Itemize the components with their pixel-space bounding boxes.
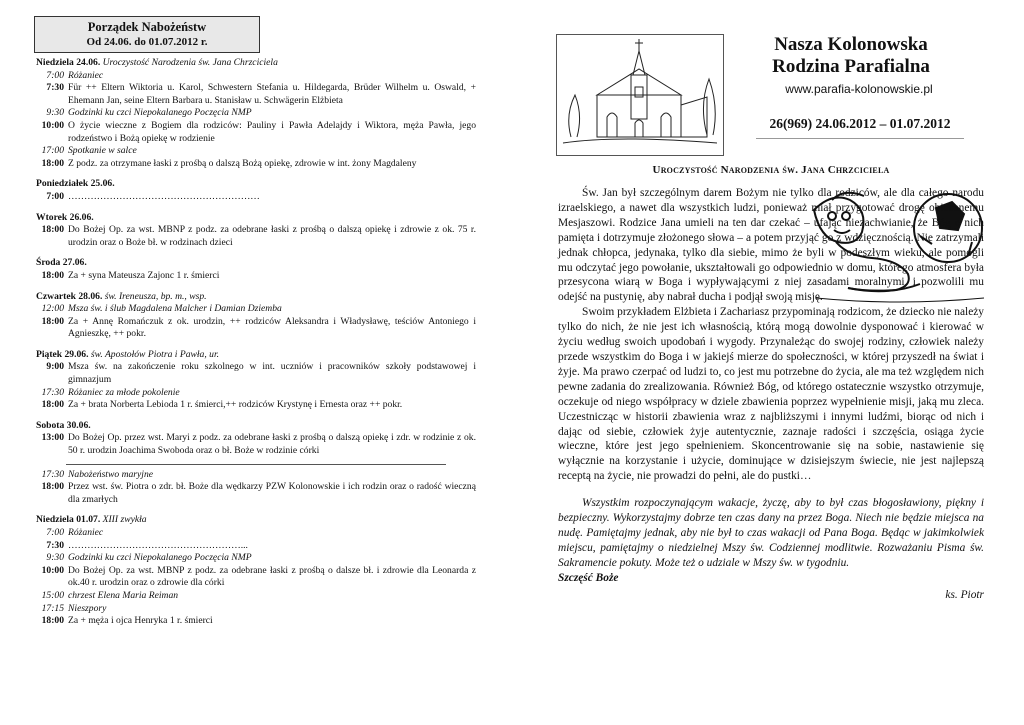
schedule-entry (36, 540, 476, 553)
entry-time: 18:00 (41, 481, 64, 493)
entry-intention: Nabożeństwo maryjne (68, 468, 154, 480)
entry-intention: Nieszpory (68, 602, 107, 614)
schedule-entry (36, 565, 476, 590)
article-heading: Uroczystość Narodzenia św. Jana Chrzciciela (652, 164, 890, 176)
day-heading (36, 178, 476, 191)
entry-time: 18:00 (41, 399, 64, 411)
schedule-entry (36, 82, 476, 107)
schedule-entry (36, 399, 476, 412)
schedule-entry (36, 316, 476, 341)
issue-number: 26(969) 24.06.2012 – 01.07.2012 (769, 116, 951, 131)
entry-time: 18:00 (41, 315, 64, 327)
entry-time: 7:30 (46, 539, 64, 551)
schedule-entry (36, 387, 476, 400)
website-url: www.parafia-kolonowskie.pl (785, 82, 933, 96)
entry-time: 18:00 (41, 157, 64, 169)
day-heading (36, 291, 476, 304)
entry-intention: Godzinki ku czci Niepokalanego Poczęcia NMP (68, 107, 252, 119)
schedule-entry (36, 107, 476, 120)
entry-time: 17:15 (41, 602, 64, 614)
schedule-entry (36, 552, 476, 565)
schedule-day (36, 464, 476, 507)
entry-time: 10:00 (41, 119, 64, 131)
entry-time: 15:00 (41, 589, 64, 601)
day-heading (36, 514, 476, 527)
schedule-entry (36, 158, 476, 171)
entry-time: 18:00 (41, 269, 64, 281)
day-date: Poniedziałek 25.06. (36, 178, 115, 190)
schedule-day (36, 257, 476, 282)
entry-intention: Msza św. na zakończenie roku szkolnego w int. uczniów i pracowników szkoły podstawowej i gimnazjum (68, 361, 476, 386)
day-date: Środa 27.06. (36, 257, 87, 269)
entry-intention: chrzest Elena Maria Reiman (68, 589, 179, 601)
schedule-dates: Od 24.06. do 01.07.2012 r. (86, 36, 208, 48)
divider (66, 464, 446, 465)
entry-time: 9:30 (46, 107, 64, 119)
schedule-title-box (34, 16, 260, 53)
entry-intention: Msza św. i ślub Magdalena Malcher i Damian Dziemba (68, 303, 282, 315)
entry-intention: Przez wst. św. Piotra o zdr. bł. Boże dla wędkarzy PZW Kolonowskie i ich rodzin oraz o radość wieczną dla zmarłych (68, 481, 476, 505)
day-date: Piątek 29.06. (36, 348, 89, 360)
entry-intention: Za + syna Mateusza Zajonc 1 r. śmierci (68, 269, 220, 281)
entry-intention: Różaniec (68, 527, 104, 538)
entry-time: 13:00 (41, 432, 64, 444)
day-feast: św. Apostołów Piotra i Pawła, ur. (90, 348, 220, 360)
entry-intention: Za + męża i ojca Henryka 1 r. śmierci (68, 615, 213, 627)
holiday-wishes: Wszystkim rozpoczynającym wakacje, życzę, aby to był czas błogosławiony, piękny i bezpieczny. Wykorzystajmy dobrze ten czas dany na przez Boga. Niech nie będzie miejsca na nudę. Pamiętajmy jednak, aby nie był to czas wakacji od Pana Boga. Będąc w jakimkolwiek miejscu, pamiętajmy o niedzielnej Mszy św. Codziennej modlitwie. Rozważaniu Pisma św. Sakramencie pokuty. Może też o udziale w Mszy św. w tygodniu. (558, 497, 984, 569)
author: ks. Piotr (945, 588, 984, 601)
schedule-day (36, 291, 476, 341)
entry-time: 12:00 (41, 303, 64, 315)
schedule-entry (36, 303, 476, 316)
schedule-entry (36, 145, 476, 158)
entry-time: 10:00 (41, 564, 64, 576)
entry-intention: Do Bożej Op. za wst. MBNP z podz. za odebrane łaski z prośbą o dalszą opiekę i zdrowie z ok. 75 r. urodzin oraz o Boże bł. w rodzinach dzieci (68, 224, 476, 248)
schedule-days (36, 57, 476, 628)
schedule-entry (36, 615, 476, 628)
entry-time: 18:00 (41, 615, 64, 627)
day-heading (36, 349, 476, 362)
schedule-day (36, 57, 476, 170)
schedule-entry (36, 191, 476, 204)
schedule-entry (36, 120, 476, 145)
day-date: Niedziela 01.07. (36, 514, 101, 526)
day-date: Sobota 30.06. (36, 419, 91, 431)
day-heading (36, 420, 476, 433)
day-feast: św. Ireneusza, bp. m., wsp. (104, 290, 207, 302)
entry-time: 9:30 (46, 552, 64, 564)
entry-intention: Für ++ Eltern Wiktoria u. Karol, Schwestern Stefania u. Hildegarda, Brüder Wilhelm u. Oswald, + Ehemann Jan, seine Eltern Barbara u. Stanisław u. Schwägerin Elżbieta (68, 82, 476, 106)
schedule-entry (36, 361, 476, 386)
schedule-entry (36, 224, 476, 249)
entry-intention: Różaniec (68, 69, 104, 81)
schedule-day (36, 514, 476, 627)
divider (756, 138, 964, 139)
schedule-entry (36, 469, 476, 482)
entry-time: 7:00 (46, 190, 64, 202)
day-date: Niedziela 24.06. (36, 57, 101, 68)
entry-time: 18:00 (41, 224, 64, 236)
schedule-entry (36, 590, 476, 603)
day-feast: XIII zwykła (102, 514, 147, 526)
entry-time: 7:30 (46, 82, 64, 94)
church-illustration (556, 34, 724, 156)
schedule-title: Porządek Nabożeństw (87, 20, 207, 34)
day-date: Czwartek 28.06. (36, 290, 103, 302)
entry-time: 17:00 (41, 145, 64, 157)
entry-intention: Do Bożej Op. przez wst. Maryi z podz. za odebrane łaski z prośbą o dalszą opiekę i zdr. w rodzinie z ok. 50 r. urodzin Joachima Swoboda oraz o bł. Boże w rodzinie córki (68, 432, 476, 457)
entry-time: 7:00 (46, 69, 64, 81)
entry-intention: O życie wieczne z Bogiem dla rodziców: Pauliny i Pawła Adelajdy i Wiktora, męża Pawła, jego rodzeństwo i Bożą opiekę w rodzienie (68, 119, 476, 144)
schedule-entry (36, 527, 476, 540)
article-paragraph-2: Swoim przykładem Elżbieta i Zachariasz przypominają rodzicom, że dziecko nie należy tylko do nich, że nie jest ich własnością, którą mogą dowolnie dysponować i kierować w życiu według swoich upodobań i wygody. Przynależąc do swojej rodziny, człowiek należy przede wszystkim do Boga i w jakiejś mierze do społeczności, w której przyszedł na świat i żyje. Ma prawo czerpać od ludzi to, co jest mu potrzebne do życia, ale ma też względem nich pewne zadania do zrealizowania. Również Bóg, od którego ostatecznie wszystko otrzymuje, oczekuje od niego współpracy w dziele zbawienia poprzez wypełnienie misji, jaką mu zleca. Uczestnicząc w historii zbawienia wraz z najbliższymi i innymi ludźmi, biorąc od nich i dając od siebie, człowiek żyje autentycznie, zaznaje radości i szczęścia, osiąga życie wieczne, które jest jego spełnieniem. Skoncentrowanie się na sobie, nastawienie się wyłącznie na korzystanie i użycie, dominujące w dzisiejszym świecie, nie jest najlepszą receptą na życie, nie prowadzi do pełni, ale do pustki… (558, 306, 984, 483)
day-heading (36, 212, 476, 225)
newsletter-title: Nasza Kolonowska Rodzina Parafialna (772, 34, 930, 77)
schedule-entry (36, 70, 476, 83)
entry-intention: Godzinki ku czci Niepokalanego Poczęcia NMP (68, 552, 252, 564)
entry-intention: ………………………………………………... (68, 539, 248, 551)
schedule-day (36, 349, 476, 412)
day-heading (36, 257, 476, 270)
schedule-day (36, 212, 476, 250)
day-heading (36, 57, 476, 70)
schedule-day (36, 178, 476, 203)
entry-time: 9:00 (46, 361, 64, 373)
day-date: Wtorek 26.06. (36, 211, 94, 223)
day-feast: Uroczystość Narodzenia św. Jana Chrzciciela (102, 57, 278, 68)
schedule-entry (36, 270, 476, 283)
entry-time: 17:30 (41, 468, 64, 480)
article-body (558, 186, 984, 602)
mass-schedule (36, 16, 476, 628)
schedule-entry (36, 432, 476, 457)
entry-intention: Do Bożej Op. za wst. MBNP z podz. za odebrane łaski z prośbą o dalsze bł. i zdrowie dla Leonarda z ok.40 r. urodzin oraz o zdrowie dla córki (68, 564, 476, 589)
article-paragraph-1: Św. Jan był szczególnym darem Bożym nie tylko dla rodziców, ale dla całego narodu izraelskiego, a nawet dla wszystkich ludzi, ponieważ miał przygotować drogę obiecanemu Mesjaszowi. Rodzice Jana umieli na ten dar czekać – ufając niezachwianie, że Bóg o nich pamięta i dotrzymuje złożonego słowa – a potem przyjąć go z wdzięcznością. Nie zatrzymali jednak chłopca, jedynaka, tylko dla siebie, mimo że byli w podeszłym wieku, ale pomogli mu odczytać jego powołanie, ukształtowali go odpowiednio w domu, którego atmosfera była przesycona wiarą w Boga i wypływającymi z niej zasadami moralnymi, i pozwolili mu odejść na pustynię, aby nabrał ducha i podjął swoją misję. (558, 187, 984, 304)
entry-intention: …………………………………………………… (68, 190, 260, 202)
schedule-entry (36, 603, 476, 616)
entry-intention: Spotkanie w salce (68, 145, 137, 157)
entry-intention: Różaniec za młode pokolenie (68, 386, 180, 398)
entry-intention: Z podz. za otrzymane łaski z prośbą o dalszą Bożą opiekę, zdrowie w int. żony Magdaleny (68, 157, 417, 169)
greeting: Szczęść Boże (558, 571, 619, 584)
entry-time: 7:00 (46, 527, 64, 538)
entry-intention: Za + Annę Romańczuk z ok. urodzin, ++ rodziców Aleksandra i Władysławę, teściów Antoniego i Agnieszkę, ++ pokr. (68, 315, 476, 340)
entry-intention: Za + brata Norberta Lebioda 1 r. śmierci,++ rodziców Krystynę i Ernesta oraz ++ pokr. (68, 399, 403, 411)
schedule-entry (36, 481, 476, 506)
entry-time: 17:30 (41, 386, 64, 398)
schedule-day (36, 420, 476, 458)
